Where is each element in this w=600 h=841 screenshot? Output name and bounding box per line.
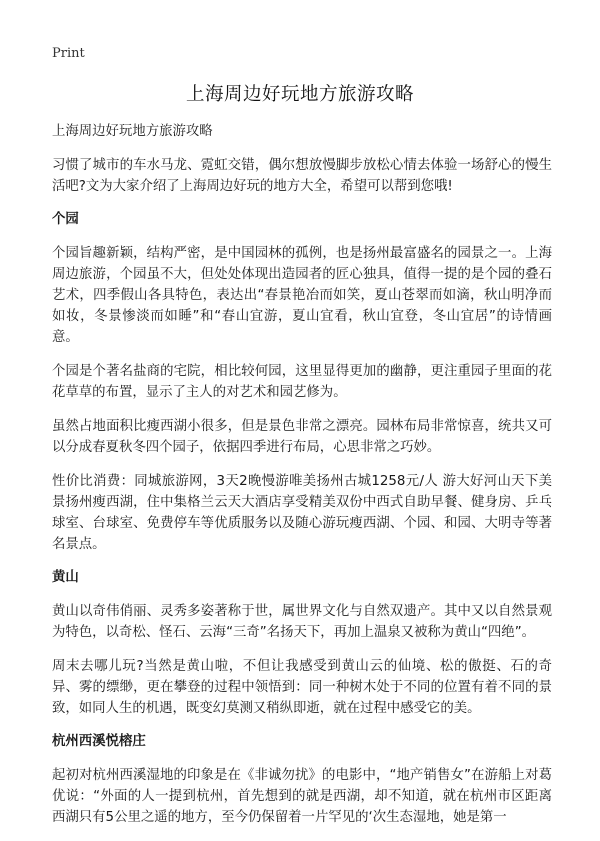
print-link[interactable]: Print — [52, 46, 85, 61]
section-huangshan — [52, 568, 552, 719]
article-subtitle: 上海周边好玩地方旅游攻略 — [52, 124, 213, 139]
paragraph: 黄山以奇伟俏丽、灵秀多姿著称于世，属世界文化与自然双遗产。其中又以自然景观为特色，以奇松、怪石、云海“三奇”名扬天下，再加上温泉又被称为黄山“四绝”。 — [52, 604, 552, 640]
intro-paragraph: 习惯了城市的车水马龙、霓虹交错，偶尔想放慢脚步放松心情去体验一场舒心的慢生活吧?文为大家介绍了上海周边好玩的地方大全，希望可以帮到您哦! — [52, 158, 552, 194]
paragraph: 个园是个著名盐商的宅院，相比较何园，这里显得更加的幽静，更注重园子里面的花花草草的布置，显示了主人的对艺术和园艺修为。 — [52, 364, 552, 400]
paragraph: 起初对杭州西溪湿地的印象是在《非诚勿扰》的电影中，“地产销售女”在游船上对葛优说：“外面的人一提到杭州，首先想到的就是西湖，却不知道，就在杭州市区距离西湖只有5公里之遥的地方，至今仍保留着一片罕见的‘次生态湿地，她是第一 — [52, 768, 552, 825]
section-heading: 杭州西溪悦榕庄 — [52, 734, 146, 749]
section-geyuan — [52, 210, 552, 555]
section-xixi — [52, 732, 552, 828]
section-heading: 黄山 — [52, 570, 79, 585]
paragraph: 周末去哪儿玩?当然是黄山啦，不但让我感受到黄山云的仙境、松的傲挺、石的奇异、雾的缥缈，更在攀登的过程中领悟到：同一种树木处于不同的位置有着不同的景致，如同人生的机遇，既变幻莫测又稍纵即逝，就在过程中感受它的美。 — [52, 659, 552, 716]
article-body — [52, 122, 552, 841]
paragraph: 虽然占地面积比瘦西湖小很多，但是景色非常之漂亮。园林布局非常惊喜，统共又可以分成春夏秋冬四个园子，依据四季进行布局，心思非常之巧妙。 — [52, 419, 552, 455]
paragraph: 个园旨趣新颖，结构严密，是中国园林的孤例，也是扬州最富盛名的园景之一。上海周边旅游，个园虽不大，但处处体现出造园者的匠心独具，值得一提的是个园的叠石艺术，四季假山各具特色，表达出“春景艳冶而如笑，夏山苍翠而如滴，秋山明净而如妆，冬景惨淡而如睡”和“春山宜游，夏山宜看，秋山宜登，冬山宜居”的诗情画意。 — [52, 246, 552, 345]
paragraph: 性价比消费：同城旅游网，3天2晚慢游唯美扬州古城1258元/人 游大好河山天下美景扬州瘦西湖，住中集格兰云天大酒店享受精美双份中西式自助早餐、健身房、乒乓球室、台球室、免费停车等优质服务以及随心游玩瘦西湖、个园、和园、大明寺等著名景点。 — [52, 474, 552, 552]
page-title: 上海周边好玩地方旅游攻略 — [185, 84, 414, 105]
section-heading: 个园 — [52, 212, 79, 227]
